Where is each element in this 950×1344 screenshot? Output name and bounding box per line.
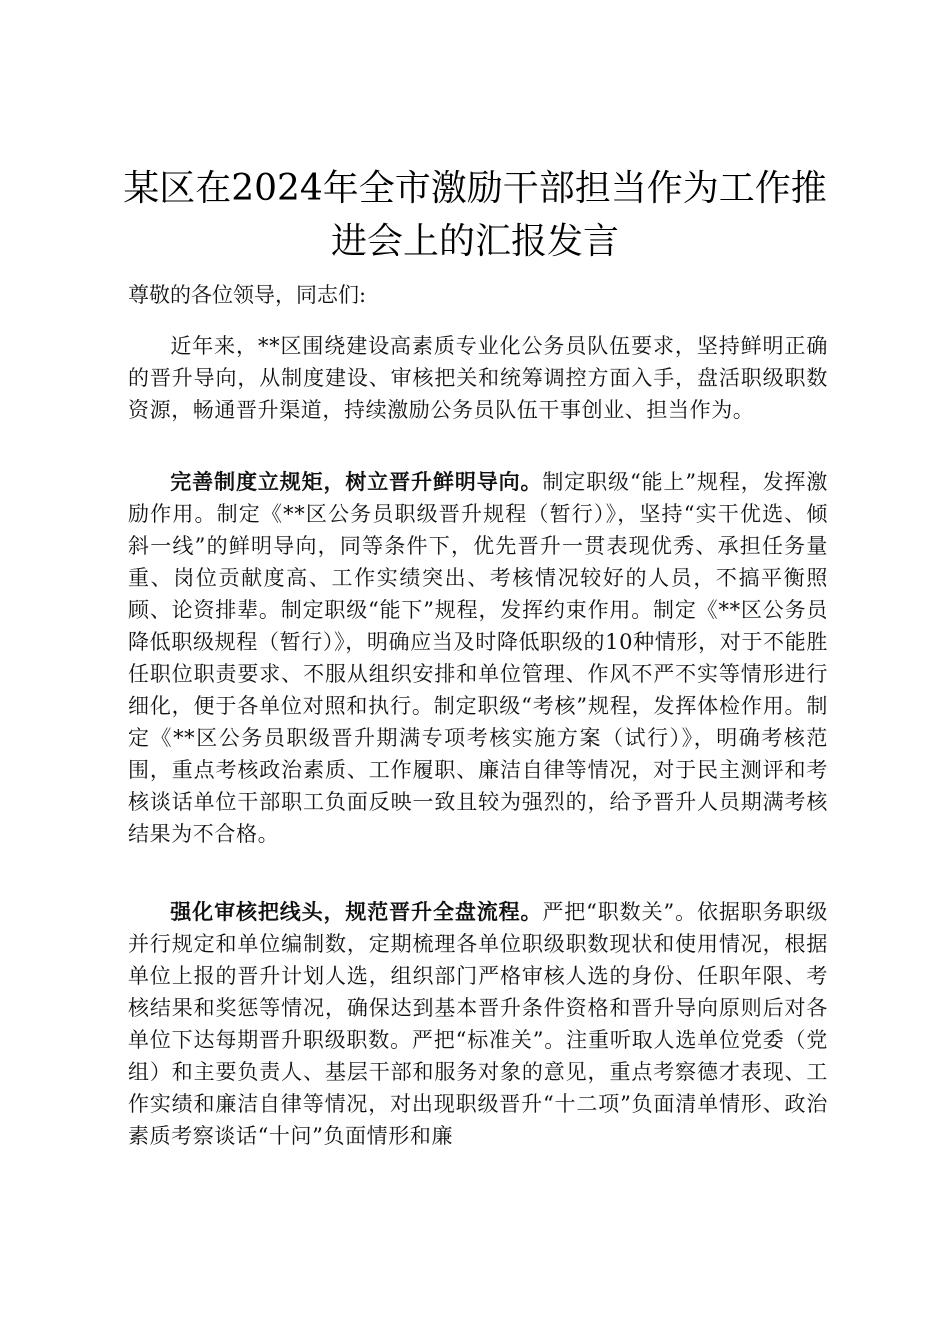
paragraph-text: 近年来，**区围绕建设高素质专业化公务员队伍要求，坚持鲜明正确的晋升导向，从制度建设、审核把关和统筹调控方面入手，盘活职级职数资源，畅通晋升渠道，持续激励公务员队伍干事创业、担当作为。 xyxy=(128,334,828,422)
paragraph-text: 制定职级“能上”规程，发挥激励作用。制定《**区公务员职级晋升规程（暂行）》，坚持“实干优选、倾斜一线”的鲜明导向，同等条件下，优先晋升一贯表现优秀、承担任务量重、岗位贡献度高、工作实绩突出、考核情况较好的人员，不搞平衡照顾、论资排辈。制定职级“能下”规程，发挥约束作用。制定《**区公务员降低职级规程（暂行）》，明确应当及时降低职级的10种情形，对于不能胜任职位职责要求、不服从组织安排和单位管理、作风不严不实等情形进行细化，便于各单位对照和执行。制定职级“考核”规程，发挥体检作用。制定《**区公务员职级晋升期满专项考核实施方案（试行）》，明确考核范围，重点考核政治素质、工作履职、廉洁自律等情况，对于民主测评和考核谈话单位干部职工负面反映一致且较为强烈的，给予晋升人员期满考核结果为不合格。 xyxy=(128,470,829,846)
salutation: 尊敬的各位领导，同志们: xyxy=(128,283,367,307)
document-title: 某区在2024年全市激励干部担当作为工作推进会上的汇报发言 xyxy=(123,168,827,262)
paragraph-section-2 xyxy=(128,896,828,1152)
paragraph-lead-heading: 强化审核把线头，规范晋升全盘流程。 xyxy=(170,899,543,924)
paragraph-section-1 xyxy=(128,466,828,850)
paragraph-lead-heading: 完善制度立规矩，树立晋升鲜明导向。 xyxy=(170,469,543,494)
paragraph-intro xyxy=(128,330,828,426)
paragraph-text: 严把“职数关”。依据职务职级并行规定和单位编制数，定期梳理各单位职级职数现状和使用情况，根据单位上报的晋升计划人选，组织部门严格审核人选的身份、任职年限、考核结果和奖惩等情况，确保达到基本晋升条件资格和晋升导向原则后对各单位下达每期晋升职级职数。严把“标准关”。注重听取人选单位党委（党组）和主要负责人、基层干部和服务对象的意见，重点考察德才表现、工作实绩和廉洁自律等情况，对出现职级晋升“十二项”负面清单情形、政治素质考察谈话“十问”负面情形和廉 xyxy=(128,900,829,1148)
